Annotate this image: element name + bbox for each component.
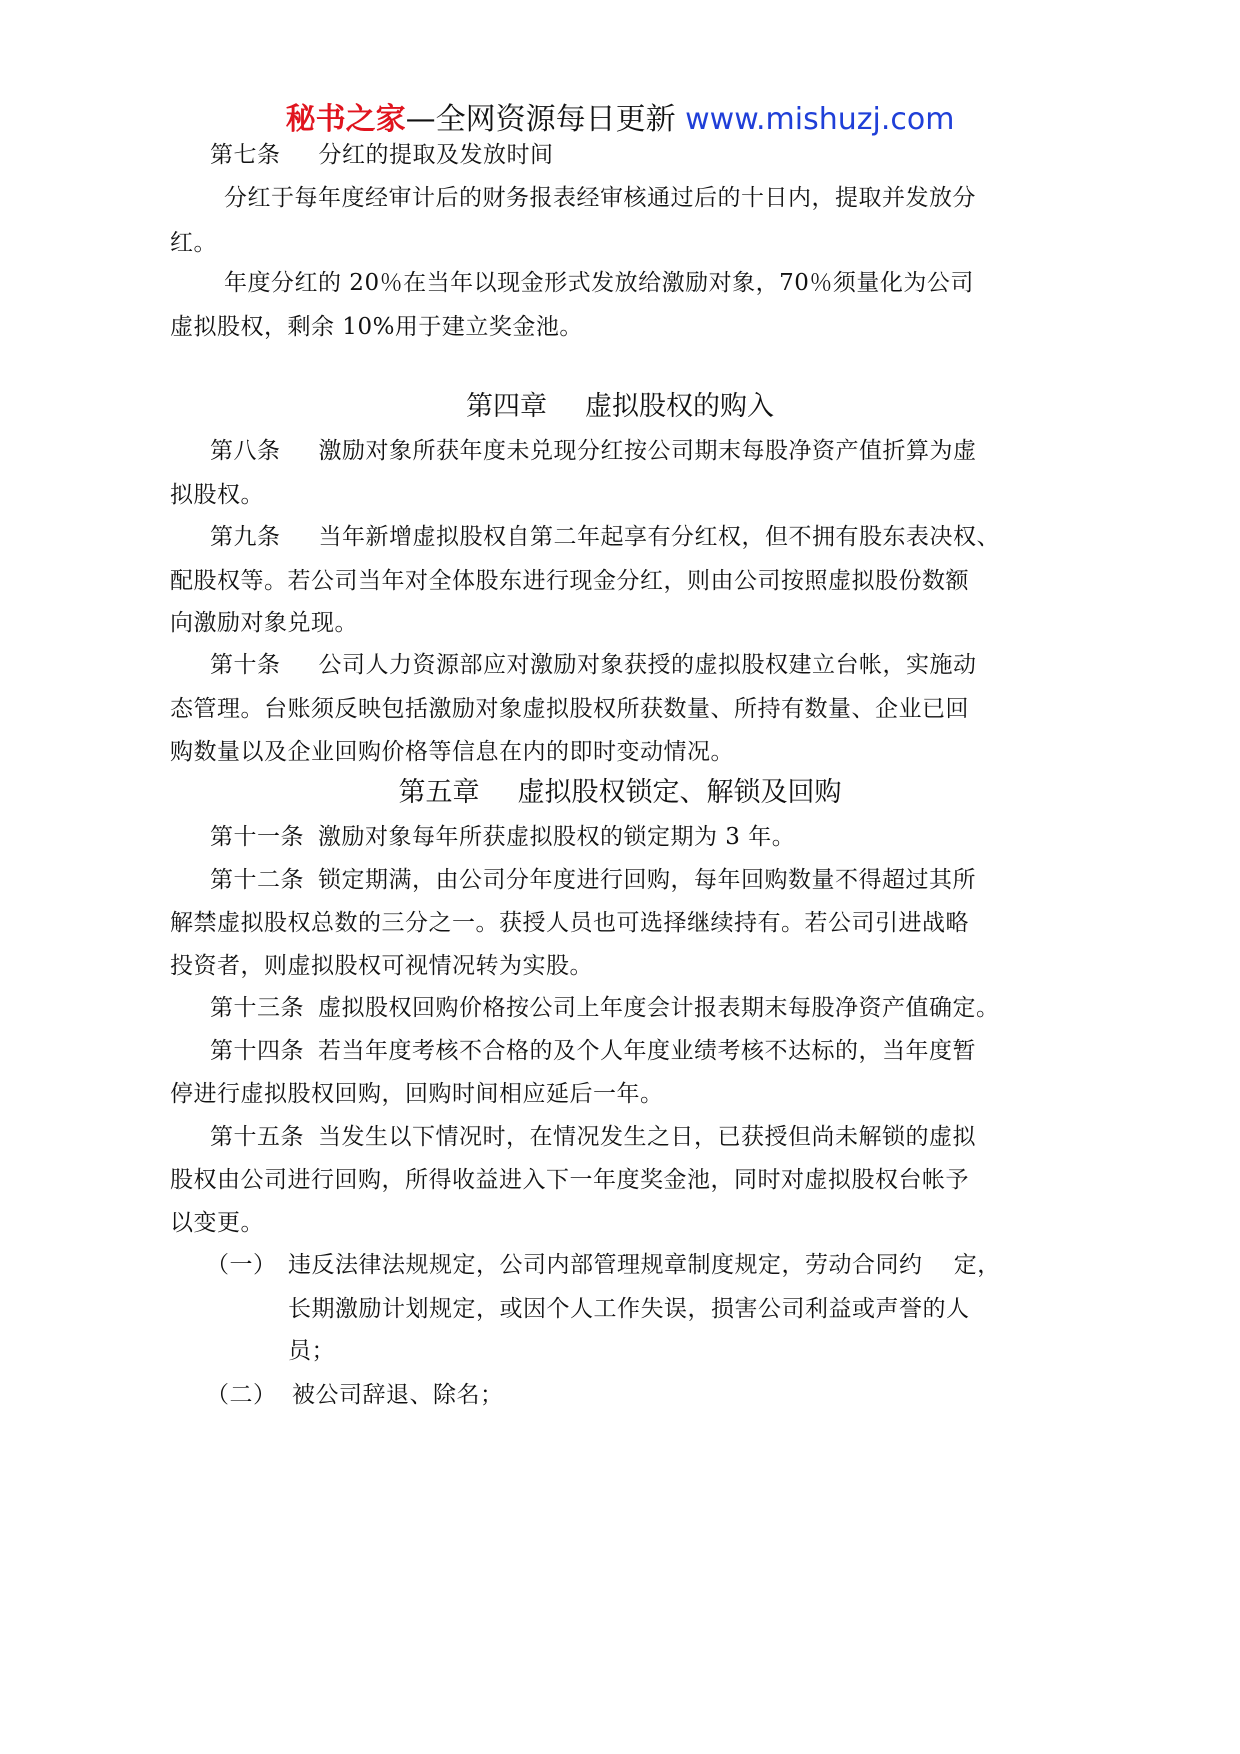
- article-11-line-1: 第十一条 激励对象每年所获虚拟股权的锁定期为 3 年。: [210, 824, 796, 850]
- article-15-line-1: 第十五条 当发生以下情况时，在情况发生之日，已获授但尚未解锁的虚拟: [210, 1124, 976, 1150]
- item-1-marker: （一）: [206, 1252, 277, 1278]
- header-tagline: —全网资源每日更新: [405, 102, 676, 137]
- article-7-title: 分红的提取及发放时间: [318, 142, 554, 168]
- article-15-line-3: 以变更。: [170, 1210, 264, 1236]
- article-12-line-3: 投资者，则虚拟股权可视情况转为实股。: [170, 953, 593, 979]
- header-url[interactable]: www.mishuzj.com: [685, 102, 955, 137]
- chapter-4-title: 虚拟股权的购入: [585, 391, 774, 422]
- article-9-line-1: 第九条 当年新增虚拟股权自第二年起享有分红权，但不拥有股东表决权、: [210, 524, 1000, 550]
- article-12-line-1: 第十二条 锁定期满，由公司分年度进行回购，每年回购数量不得超过其所: [210, 867, 976, 893]
- article-13-number: 第十三条: [210, 995, 304, 1021]
- chapter-5-title: 虚拟股权锁定、解锁及回购: [517, 777, 842, 808]
- article-12-number: 第十二条: [210, 867, 304, 893]
- chapter-4-heading: [0, 390, 1240, 424]
- article-7-p2-line-2: 虚拟股权，剩余 10%用于建立奖金池。: [170, 314, 583, 340]
- article-10-line-3: 购数量以及企业回购价格等信息在内的即时变动情况。: [170, 739, 734, 765]
- article-8-line-2: 拟股权。: [170, 482, 264, 508]
- article-14-number: 第十四条: [210, 1038, 304, 1064]
- article-9-line-3: 向激励对象兑现。: [170, 610, 358, 636]
- article-14-line-2: 停进行虚拟股权回购，回购时间相应延后一年。: [170, 1081, 664, 1107]
- article-7-heading: [210, 140, 554, 170]
- article-9-line-2: 配股权等。若公司当年对全体股东进行现金分红，则由公司按照虚拟股份数额: [170, 568, 969, 594]
- article-12-line-2: 解禁虚拟股权总数的三分之一。获授人员也可选择继续持有。若公司引进战略: [170, 910, 969, 936]
- watermark-header: [0, 100, 1240, 140]
- item-2-line-1: 被公司辞退、除名；: [292, 1382, 504, 1408]
- article-7-number: 第七条: [210, 142, 281, 168]
- chapter-5-heading: [0, 776, 1240, 810]
- item-2-marker: （二）: [206, 1382, 277, 1408]
- item-1-line-3: 员；: [288, 1338, 335, 1364]
- article-14-line-1: 第十四条 若当年度考核不合格的及个人年度业绩考核不达标的，当年度暂: [210, 1038, 976, 1064]
- article-15-number: 第十五条: [210, 1124, 304, 1150]
- article-13-line-1: 第十三条 虚拟股权回购价格按公司上年度会计报表期末每股净资产值确定。: [210, 995, 1000, 1021]
- chapter-4-number: 第四章: [466, 391, 547, 422]
- article-15-line-2: 股权由公司进行回购，所得收益进入下一年度奖金池，同时对虚拟股权台帐予: [170, 1167, 969, 1193]
- article-7-p1-line-1: 分红于每年度经审计后的财务报表经审核通过后的十日内，提取并发放分: [224, 185, 976, 211]
- article-7-p1-line-2: 红。: [170, 230, 217, 256]
- article-11-number: 第十一条: [210, 824, 304, 850]
- article-10-line-1: 第十条 公司人力资源部应对激励对象获授的虚拟股权建立台帐，实施动: [210, 652, 977, 678]
- item-1-line-1: 违反法律法规规定，公司内部管理规章制度规定，劳动合同约 定，: [288, 1252, 1001, 1278]
- article-10-number: 第十条: [210, 652, 281, 678]
- article-7-p2-line-1: 年度分红的 20％在当年以现金形式发放给激励对象，70％须量化为公司: [224, 270, 974, 296]
- item-1-line-2: 长期激励计划规定，或因个人工作失误，损害公司利益或声誉的人: [288, 1296, 970, 1322]
- article-8-line-1: 第八条 激励对象所获年度未兑现分红按公司期末每股净资产值折算为虚: [210, 438, 977, 464]
- header-brand: 秘书之家: [285, 102, 406, 137]
- article-9-number: 第九条: [210, 524, 281, 550]
- chapter-5-number: 第五章: [398, 777, 480, 808]
- article-8-number: 第八条: [210, 438, 281, 464]
- article-10-line-2: 态管理。台账须反映包括激励对象虚拟股权所获数量、所持有数量、企业已回: [170, 696, 969, 722]
